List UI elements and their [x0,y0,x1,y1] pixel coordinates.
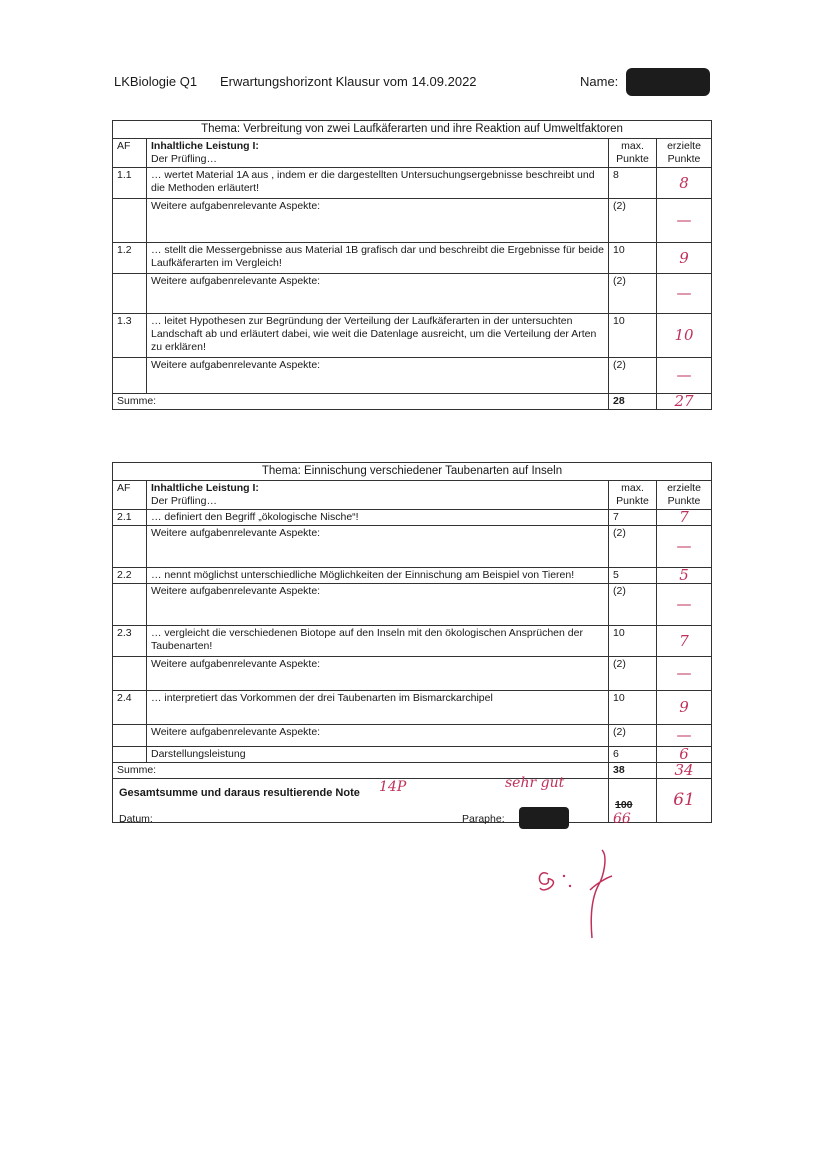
table2-title: Thema: Einnischung verschiedener Taubenarten auf Inseln [113,463,712,481]
handwritten-score: 9 [657,243,712,274]
handwritten-score: 6 [657,747,712,763]
table-row: Weitere aufgabenrelevante Aspekte: (2) — [113,526,712,568]
handwritten-score: — [657,358,712,394]
table2-sum-row [113,763,712,779]
table-row: Weitere aufgabenrelevante Aspekte: (2) — [113,274,712,314]
table2-col-leistung: Inhaltliche Leistung I: Der Prüfling… [147,481,609,510]
total-label: Gesamtsumme und daraus resultierende Note [119,787,360,799]
table1-sum-label: Summe: [113,394,609,410]
handwritten-score: — [657,725,712,747]
total-got: 61 [657,779,712,823]
table1-col-af: AF [113,139,147,168]
datum-label: Datum: [119,813,153,825]
table2-sum-label: Summe: [113,763,609,779]
teacher-signature-icon [530,846,620,946]
handwritten-score: 8 [657,168,712,199]
handwritten-grade: sehr gut [505,775,565,791]
table1-sum-got: 27 [657,394,712,410]
name-label: Name: [580,74,619,89]
handwritten-score: 5 [657,568,712,584]
table-row: 2.1 … definiert den Begriff „ökologische Nische“! 7 7 [113,510,712,526]
table-row: 1.3 … leitet Hypothesen zur Begründung der Verteilung der Laufkäferarten in der untersuchten Landschaft ab und erläutert dabei, wie weit die Datenlage ausreicht, um die Verteilung der Arten zu erklären! 10 10 [113,314,712,358]
table-row: Weitere aufgabenrelevante Aspekte: (2) — [113,358,712,394]
table-row: 1.1 … wertet Material 1A aus , indem er die dargestellten Untersuchungsergebnisse beschreibt und die Methoden erläutert! 8 8 [113,168,712,199]
table2-sum-got: 34 [657,763,712,779]
handwritten-score: — [657,199,712,243]
table-row: Weitere aufgabenrelevante Aspekte: (2) — [113,657,712,691]
table-row: 2.3 … vergleicht die verschiedenen Biotope auf den Inseln mit den ökologischen Ansprüchen der Taubenarten! 10 7 [113,626,712,657]
table1-title: Thema: Verbreitung von zwei Laufkäferarten und ihre Reaktion auf Umweltfaktoren [113,121,712,139]
table-row: Weitere aufgabenrelevante Aspekte: (2) — [113,584,712,626]
handwritten-score: 9 [657,691,712,725]
table-row: 2.2 … nennt möglichst unterschiedliche Möglichkeiten der Einnischung am Beispiel von Tieren! 5 5 [113,568,712,584]
name-redaction [626,68,710,96]
table1-header-row [113,139,712,168]
paraphe-label: Paraphe: [462,813,505,825]
paraphe-redaction [519,807,569,829]
table1-col-erzielt: erzielte Punkte [657,139,712,168]
table1-col-leistung: Inhaltliche Leistung I: Der Prüfling… [147,139,609,168]
table-taubenarten [112,462,712,827]
total-max-struck: 100 [615,799,633,811]
handwritten-score: 10 [657,314,712,358]
table2-header-row [113,481,712,510]
table-row: Weitere aufgabenrelevante Aspekte: (2) — [113,725,712,747]
table2-col-max: max. Punkte [609,481,657,510]
table-row: 1.2 … stellt die Messergebnisse aus Material 1B grafisch dar und beschreibt die Ergebnisse für beide Laufkäferarten im Vergleich! 10 9 [113,243,712,274]
table-laufkaefer [112,120,712,410]
table-row: Darstellungsleistung 6 6 [113,747,712,763]
table1-sum-row [113,394,712,410]
handwritten-score: 7 [657,626,712,657]
table2-col-af: AF [113,481,147,510]
table2-sum-max: 38 [609,763,657,779]
document-title: Erwartungshorizont Klausur vom 14.09.2022 [220,74,477,89]
handwritten-score: — [657,584,712,626]
total-cell [113,775,609,825]
table-row: Weitere aufgabenrelevante Aspekte: (2) — [113,199,712,243]
handwritten-score: 7 [657,510,712,526]
handwritten-note-points: 14P [379,779,407,795]
course-label: LKBiologie Q1 [114,74,198,89]
handwritten-score: — [657,274,712,314]
table1-col-max: max. Punkte [609,139,657,168]
handwritten-score: — [657,526,712,568]
total-max-corrected: 66 [613,811,631,827]
table2-col-erzielt: erzielte Punkte [657,481,712,510]
table1-sum-max: 28 [609,394,657,410]
table-row: 2.4 … interpretiert das Vorkommen der drei Taubenarten im Bismarckarchipel 10 9 [113,691,712,725]
handwritten-score: — [657,657,712,691]
total-max-cell [609,779,657,827]
total-row [113,779,712,823]
